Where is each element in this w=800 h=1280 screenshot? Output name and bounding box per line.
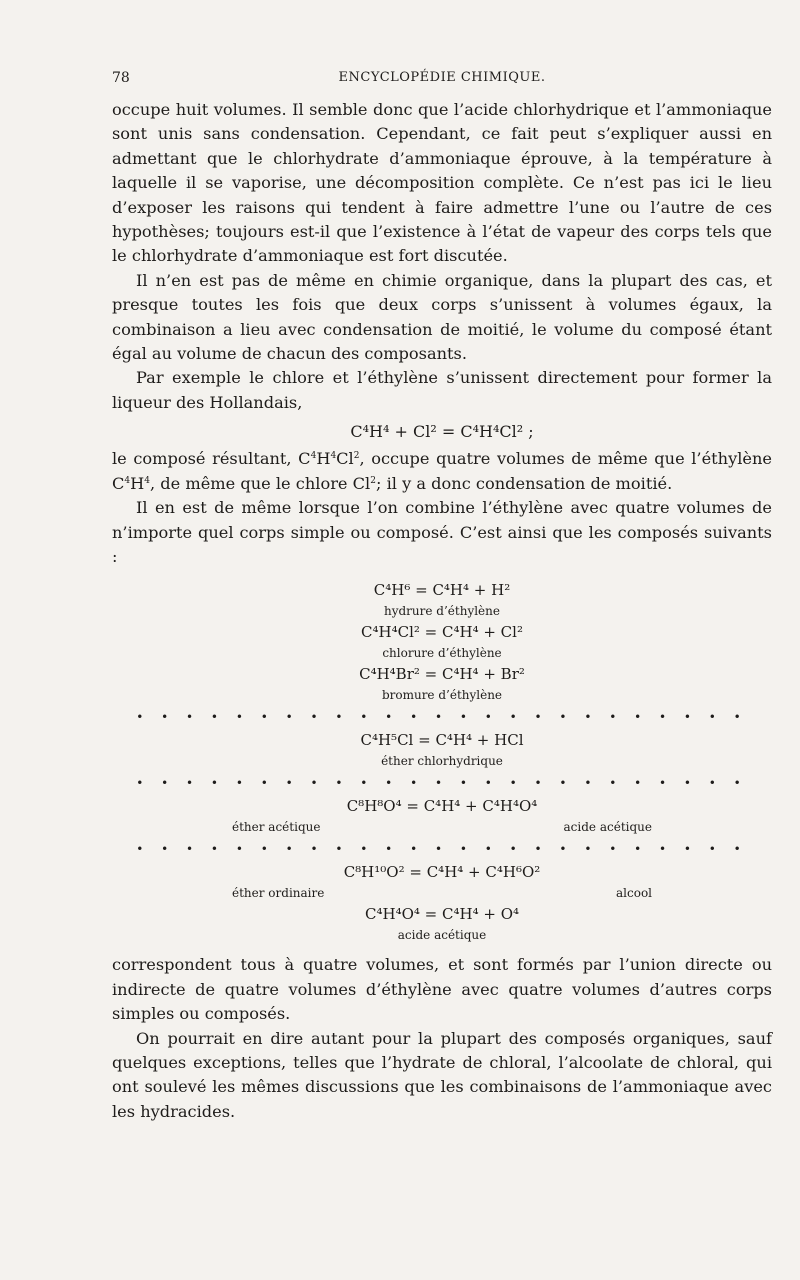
formula-ether-ordinaire: C⁸H¹⁰O² = C⁴H⁴ + C⁴H⁶O² [343, 863, 541, 882]
caption-chlorure: chlorure d’éthylène [382, 646, 502, 661]
text-run: H [130, 473, 145, 493]
paragraph-3: Par exemple le chlore et l’éthylène s’unissent directement pour former la liqueur des Hollandais, [112, 368, 772, 412]
subscript-4: 4 [330, 451, 337, 462]
formula-ether-chlorhydrique: C⁴H⁵Cl = C⁴H⁴ + HCl [360, 731, 524, 750]
spacer [112, 569, 772, 577]
paragraph-5: Il en est de même lorsque l’on combine l’éthylène avec quatre volumes de n’importe quel corps simple ou composé. C’est ainsi que les composés suivants : [112, 498, 772, 566]
subscript-4: 4 [144, 475, 150, 486]
subscript-2: 2 [353, 451, 360, 462]
dotted-separator: • • • • • • • • • • • • • • • • • • • • • • • • • [136, 842, 748, 857]
caption-hydrure: hydrure d’éthylène [383, 604, 500, 619]
page-body [112, 98, 772, 1124]
page-header [112, 70, 772, 92]
caption-acide-acetique: acide acétique [563, 820, 652, 835]
text-run: ; il y a donc condensation de moitié. [375, 473, 673, 493]
paragraph-4 [112, 447, 772, 496]
caption-acide-acetique-2: acide acétique [397, 928, 487, 943]
dotted-separator: • • • • • • • • • • • • • • • • • • • • • • • • • [136, 776, 748, 791]
caption-pair-ordinaire [232, 885, 652, 901]
paragraph-1: occupe huit volumes. Il semble donc que l’acide chlorhydrique et l’ammoniaque sont unis sans condensation. Cependant, ce fait peut s’expliquer aussi en admettant que le chlorhydrate d’ammoniaque éprouve, à la température à laquelle il se vaporise, une décomposition complète. Ce n’est pas ici le lieu d’exposer les raisons qui tendent à faire admettre l’une ou l’autre de ces hypothèses; toujours est-il que l’existence à l’état de vapeur des corps tels que le chlorhydrate d’ammoniaque est fort discutée. [112, 100, 772, 266]
spacer [112, 945, 772, 953]
formula-chlorure: C⁴H⁴Cl² = C⁴H⁴ + Cl² [361, 623, 523, 642]
text-run: le composé résultant, C [112, 449, 311, 469]
subscript-4: 4 [310, 451, 317, 462]
formula-hydrure: C⁴H⁶ = C⁴H⁴ + H² [373, 581, 511, 600]
caption-bromure: bromure d’éthylène [381, 688, 503, 703]
text-run: H [316, 449, 331, 469]
paragraph-2: Il n’en est pas de même en chimie organique, dans la plupart des cas, et presque toutes les fois que deux corps s’unissent à volumes égaux, la combinaison a lieu avec condensation de moitié, le volume du composé étant égal au volume de chacun des composants. [112, 270, 772, 364]
caption-ether-ordinaire: éther ordinaire [232, 886, 325, 901]
subscript-4: 4 [124, 475, 131, 486]
text-run: , occupe quatre volumes de même que l’éthylène C [112, 449, 772, 493]
subscript-2: 2 [370, 475, 376, 486]
caption-pair-acetique [232, 819, 652, 835]
dotted-separator: • • • • • • • • • • • • • • • • • • • • • • • • • [136, 710, 748, 725]
caption-ether-acetique: éther acétique [232, 820, 321, 835]
formula-bromure: C⁴H⁴Br² = C⁴H⁴ + Br² [359, 665, 525, 684]
formula-ether-acetique: C⁸H⁸O⁴ = C⁴H⁴ + C⁴H⁴O⁴ [346, 797, 538, 816]
paragraph-7: On pourrait en dire autant pour la plupart des composés organiques, sauf quelques exceptions, telles que l’hydrate de chloral, l’alcoolate de chloral, qui ont soulevé les mêmes discussions que les combinaisons de l’ammoniaque avec les hydracides. [112, 1028, 772, 1121]
formula-acide-acetique: C⁴H⁴O⁴ = C⁴H⁴ + O⁴ [365, 905, 519, 924]
running-title: ENCYCLOPÉDIE CHIMIQUE. [338, 70, 546, 85]
text-run: , de même que le chlore Cl [149, 473, 371, 493]
page-number: 78 [112, 70, 130, 86]
caption-ether-chlorhydrique: éther chlorhydrique [381, 754, 503, 769]
caption-alcool: alcool [616, 886, 652, 901]
formula-liqueur-des-hollandais: C⁴H⁴ + Cl² = C⁴H⁴Cl² ; [350, 422, 534, 442]
paragraph-6: correspondent tous à quatre volumes, et sont formés par l’union directe ou indirecte de quatre volumes d’éthylène avec quatre volumes d’autres corps simples ou composés. [112, 955, 772, 1024]
text-run: Cl [336, 449, 354, 469]
